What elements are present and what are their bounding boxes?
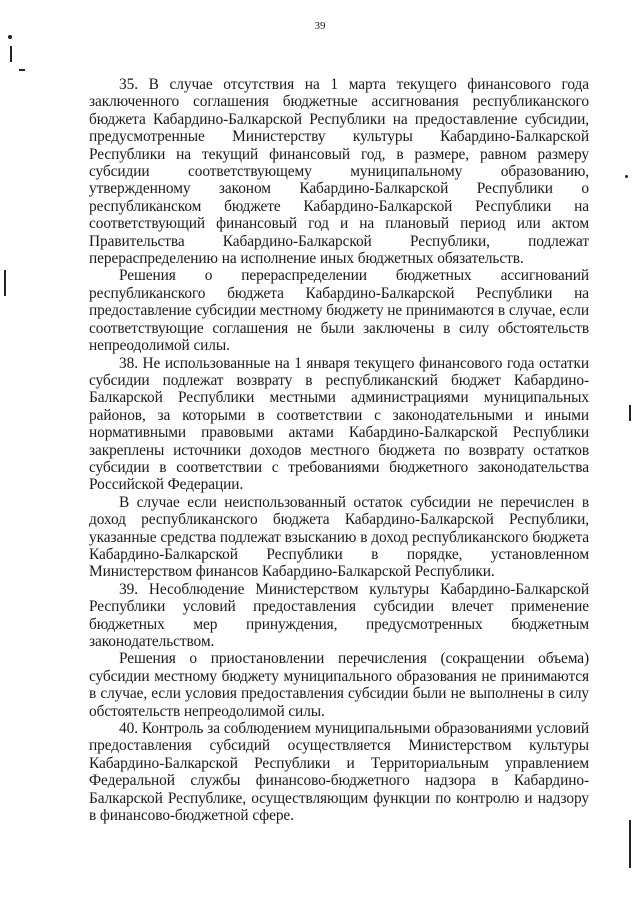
paragraph-38: 38. Не использованные на 1 января текущего финансового года остатки субсидии подлежат возврату в республиканский бюджет Кабардино-Балкарской Республики местными администрациями муниципальных районов, за которыми в соответствии с законодательными и иными нормативными правовыми актами Кабардино-Балкарской Республики закреплены источники доходов местного бюджета по возврату остатков субсидии в соответствии с требованиями бюджетного законодательства Российской Федерации.: [89, 354, 589, 494]
scan-mark: [19, 69, 25, 71]
text-body: [89, 76, 589, 824]
paragraph-40: 40. Контроль за соблюдением муниципальными образованиями условий предоставления субсидий осуществляется Министерством культуры Кабардино-Балкарской Республики и Территориальным управлением Федеральной службы финансово-бюджетного надзора в Кабардино-Балкарской Республике, осуществляющим функции по контролю и надзору в финансово-бюджетной сфере.: [89, 720, 589, 825]
paragraph-39: 39. Несоблюдение Министерством культуры Кабардино-Балкарской Республики условий предоставления субсидии влечет применение бюджетных мер принуждения, предусмотренных бюджетным законодательством.: [89, 580, 589, 650]
scan-dot: [8, 35, 12, 39]
paragraph-39-decisions: Решения о приостановлении перечисления (сокращении объема) субсидии местному бюджету муниципального образования не принимаются в случае, если условия предоставления субсидии были не выполнены в силу обстоятельств непреодолимой силы.: [89, 650, 589, 720]
scan-mark: [629, 820, 631, 868]
scan-mark: [10, 46, 12, 62]
scan-mark: [4, 270, 6, 296]
paragraph-35: 35. В случае отсутствия на 1 марта текущего финансового года заключенного соглашения бюджетные ассигнования республиканского бюджета Кабардино-Балкарской Республики на предоставление субсидии, предусмотренные Министерству культуры Кабардино-Балкарской Республики на текущий финансовый год, в размере, равном размеру субсидии соответствующему муниципальному образованию, утвержденному законом Кабардино-Балкарской Республики о республиканском бюджете Кабардино-Балкарской Республики на соответствующий финансовый год и на плановый период или актом Правительства Кабардино-Балкарской Республики, подлежат перераспределению на исполнение иных бюджетных обязательств.: [89, 76, 589, 268]
scan-mark: [629, 405, 631, 421]
paragraph-35-decisions: Решения о перераспределении бюджетных ассигнований республиканского бюджета Кабардино-Балкарской Республики на предоставление субсидии местному бюджету не принимаются в случае, если соответствующие соглашения не были заключены в силу обстоятельств непреодолимой силы.: [89, 267, 589, 355]
scan-mark: [625, 175, 628, 178]
page-number: 39: [314, 20, 326, 32]
paragraph-38-recovery: В случае если неиспользованный остаток субсидии не перечислен в доход республиканского бюджета Кабардино-Балкарской Республики, указанные средства подлежат взысканию в доход республиканского бюджета Кабардино-Балкарской Республики в порядке, установленном Министерством финансов Кабардино-Балкарской Республики.: [89, 493, 589, 581]
